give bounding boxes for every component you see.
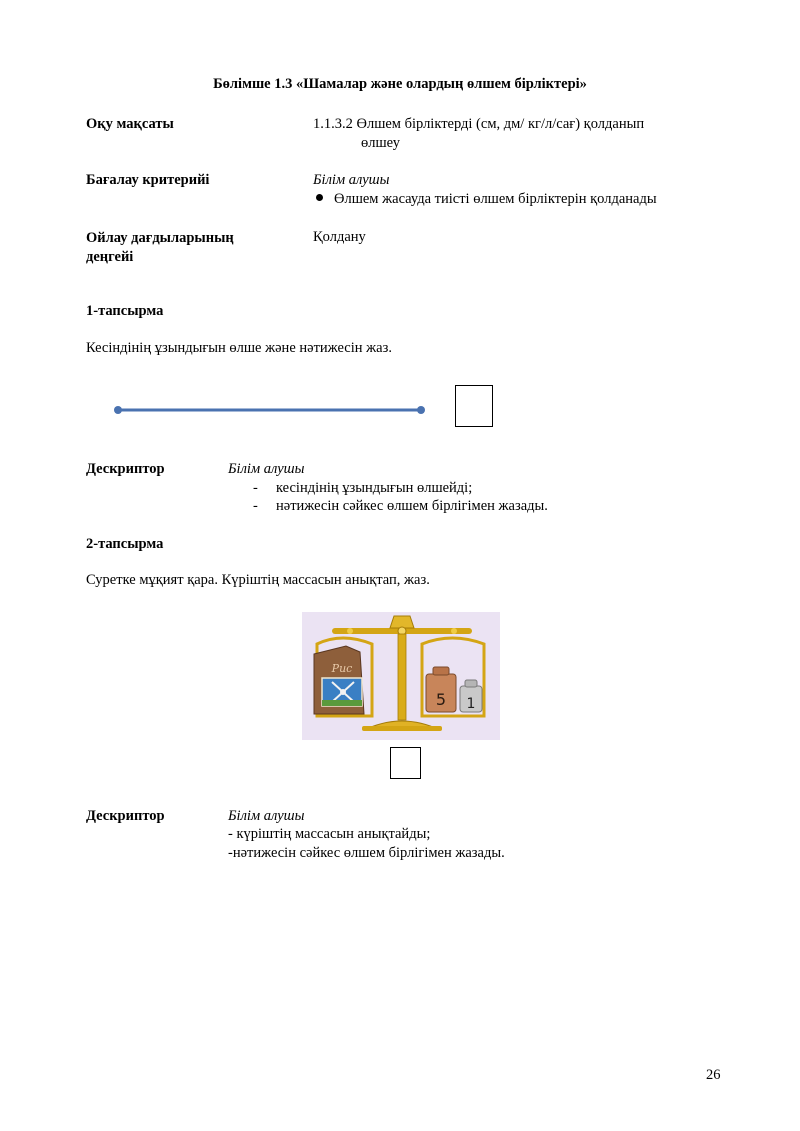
- label-grass: [322, 700, 362, 706]
- beam-knob-left: [347, 628, 353, 634]
- task1-instruction: Кесіндінің ұзындығын өлше және нәтижесін жаз.: [86, 340, 392, 356]
- descriptor2-learner: Білім алушы: [228, 808, 305, 824]
- descriptor1-item-1-text: кесіндінің ұзындығын өлшейді;: [276, 480, 473, 496]
- thinking-label-line2: деңгейі: [86, 249, 134, 265]
- scale-column: [398, 634, 406, 720]
- dash-marker: -: [253, 480, 258, 496]
- page-number: 26: [706, 1067, 721, 1083]
- criteria-label: Бағалау критерийі: [86, 172, 210, 188]
- weight-small-handle: [465, 680, 477, 687]
- objectives-value: [313, 115, 713, 153]
- rice-bag-text: Рис: [331, 662, 353, 675]
- thinking-value: Қолдану: [313, 229, 366, 245]
- scale-pointer-head: [390, 616, 414, 628]
- objectives-label: Оқу мақсаты: [86, 116, 174, 132]
- descriptor1-item-2: [253, 498, 548, 515]
- objectives-value-line1: 1.1.3.2 Өлшем бірліктерді (см, дм/ кг/л/сағ) қолданып: [313, 116, 645, 132]
- task2-answer-box[interactable]: [390, 747, 421, 779]
- weight-large-handle: [433, 667, 449, 675]
- line-segment: [110, 400, 435, 420]
- descriptor2-label: Дескриптор: [86, 808, 165, 824]
- criteria-bullet-text: Өлшем жасауда тиісті өлшем бірліктерін қолданады: [334, 191, 657, 207]
- criteria-bullet-item: [316, 191, 657, 208]
- weight-large-number: 5: [435, 690, 447, 709]
- windmill-hub: [340, 689, 346, 695]
- descriptor1-learner: Білім алушы: [228, 461, 305, 477]
- bullet-icon: [316, 194, 323, 201]
- dash-marker: -: [253, 498, 258, 514]
- objectives-value-line2: өлшеу: [361, 135, 400, 151]
- descriptor2-item-1: - күріштің массасын анықтайды;: [228, 826, 431, 842]
- section-title: Бөлімше 1.3 «Шамалар және олардың өлшем бірліктері»: [213, 76, 587, 92]
- thinking-label: [86, 229, 234, 267]
- segment-endpoint-a: [114, 406, 122, 414]
- scale-base-plate: [362, 726, 442, 731]
- descriptor1-label: Дескриптор: [86, 461, 165, 477]
- task1-heading: 1-тапсырма: [86, 303, 164, 319]
- task2-instruction: Суретке мұқият қара. Күріштің массасын анықтап, жаз.: [86, 572, 430, 588]
- descriptor1-item-2-text: нәтижесін сәйкес өлшем бірлігімен жазады.: [276, 498, 548, 514]
- segment-endpoint-b: [417, 406, 425, 414]
- balance-scale-image: [302, 612, 500, 740]
- thinking-label-line1: Ойлау дағдыларының: [86, 230, 234, 246]
- task1-answer-box[interactable]: [455, 385, 493, 427]
- criteria-learner: Білім алушы: [313, 172, 390, 188]
- task2-heading: 2-тапсырма: [86, 536, 164, 552]
- weight-small-number: 1: [466, 696, 476, 712]
- descriptor2-item-2: -нәтижесін сәйкес өлшем бірлігімен жазады.: [228, 845, 505, 861]
- descriptor1-item-1: [253, 480, 472, 497]
- beam-knob-right: [451, 628, 457, 634]
